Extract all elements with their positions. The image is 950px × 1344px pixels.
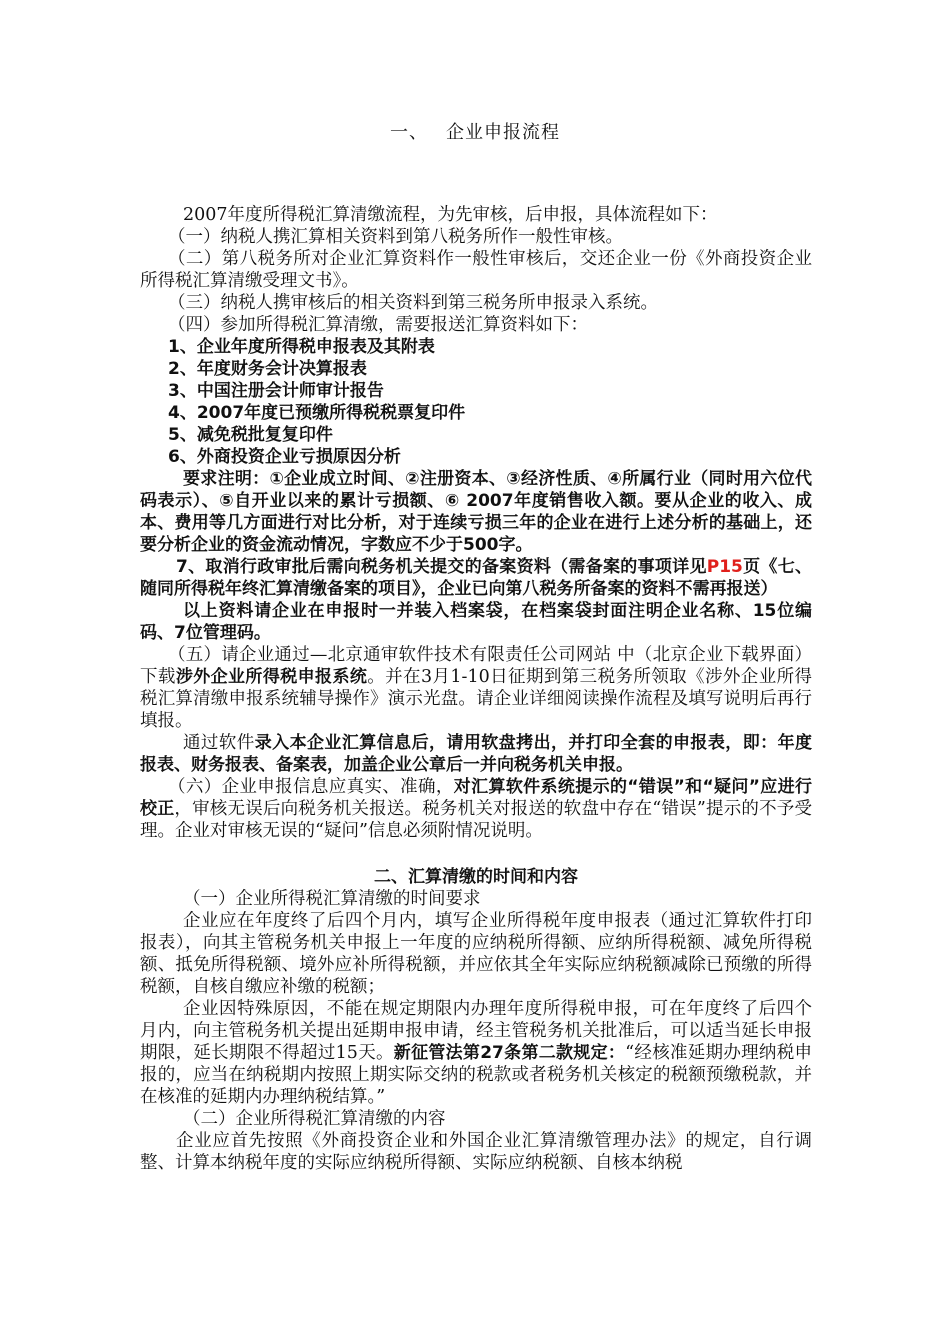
- step-2: （二）第八税务所对企业汇算资料作一般性审核后，交还企业一份《外商投资企业所得税汇算清缴受理文书》。: [140, 249, 812, 291]
- section-2-paragraph-2: [140, 998, 812, 1108]
- software-paragraph: [140, 732, 812, 776]
- para2-text-a: 企业因特殊原因，不能在规定期限内办理年度所得税申报，可在年度终了后四个月内，向主管税务机关提出延期申报申请，经主管税务机关批准后，可以适当延长申报期限，延长期限不得超过15天。: [140, 999, 812, 1063]
- software-name: 涉外企业所得税申报系统: [175, 667, 368, 687]
- section-2-paragraph-1: 企业应在年度终了后四个月内，填写企业所得税年度申报表（通过汇算软件打印报表），向其主管税务机关申报上一年度的应纳税所得额、应纳所得税额、减免所得税额、抵免所得税额、境外应补所得税额，并应依其全年实际应纳税额减除已预缴的所得税额，自核自缴应补缴的税额；: [140, 911, 812, 997]
- step-6-text-a: （六）企业申报信息应真实、准确，: [168, 777, 454, 797]
- step-5: [140, 644, 812, 732]
- item7-text-b: 页《七、随同所得税年终汇算清缴备案的项目》，企业已向第八税务所备案的资料不需再报送）: [140, 557, 813, 599]
- step-5-text-a: （五）请企业通过—北京通审软件技术有限责任公司网站 中（北京企业下载界面）下载: [140, 645, 812, 687]
- section-2-subtitle-1: （一）企业所得税汇算清缴的时间要求: [183, 889, 481, 909]
- step-4: （四）参加所得税汇算清缴，需要报送汇算资料如下：: [168, 315, 588, 335]
- step-3: （三）纳税人携审核后的相关资料到第三税务所申报录入系统。: [168, 293, 658, 313]
- spacer: [140, 842, 812, 854]
- para2-law-ref: 新征管法第27条第二款规定：: [393, 1043, 626, 1063]
- step-6-text-b: 对汇算软件系统提示的“错误”和“疑问”应进行校正: [140, 777, 812, 819]
- para2-text-c: “经核准延期办理纳税申报的，应当在纳税期内按照上期实际交纳的税款或者税务机关核定的税额预缴税款，并在核准的延期内办理纳税结算。”: [140, 1043, 812, 1107]
- document-body: [140, 204, 812, 1174]
- section-2-title: 二、汇算清缴的时间和内容: [374, 867, 578, 887]
- section-2-subtitle-2: （二）企业所得税汇算清缴的内容: [183, 1109, 446, 1129]
- requirement-note: 要求注明：①企业成立时间、②注册资本、③经济性质、④所属行业（同时用六位代码表示）、⑤自开业以来的累计亏损额、⑥ 2007年度销售收入额。要从企业的收入、成本、费用等几方面进行对比分析，对于连续亏损三年的企业在进行上述分析的基础上，还要分析企业的资金流动情况，字数应不少于500字。: [140, 469, 812, 555]
- section-1-title-text: 企业申报流程: [446, 122, 560, 143]
- list-item: 3、中国注册会计师审计报告: [168, 381, 384, 401]
- section-1-number: 一、: [390, 122, 428, 143]
- software-text-b: 录入本企业汇算信息后，请用软盘拷出，并打印全套的申报表，即：年度报表、财务报表、备案表，加盖企业公章后一并向税务机关申报。: [140, 733, 813, 775]
- intro-paragraph: 2007年度所得税汇算清缴流程，为先审核，后申报，具体流程如下：: [183, 205, 718, 225]
- list-item: 2、年度财务会计决算报表: [168, 359, 367, 379]
- item7-text-a: 7、取消行政审批后需向税务机关提交的备案资料（需备案的事项详见: [176, 557, 707, 577]
- list-item: 1、企业年度所得税申报表及其附表: [168, 337, 435, 357]
- list-item: 5、减免税批复复印件: [168, 425, 333, 445]
- step-6-text-c: ，审核无误后向税务机关报送。税务机关对报送的软盘中存在“错误”提示的不予受理。企业对审核无误的“疑问”信息必须附情况说明。: [140, 799, 813, 841]
- list-item: 6、外商投资企业亏损原因分析: [168, 447, 401, 467]
- step-5-text-c: 。并在3月1-10日征期到第三税务所领取《涉外企业所得税汇算清缴申报系统辅导操作》演示光盘。请企业详细阅读操作流程及填写说明后再行填报。: [140, 667, 813, 731]
- section-1-title: [0, 118, 950, 144]
- archive-bag-note: 以上资料请企业在申报时一并装入档案袋，在档案袋封面注明企业名称、15位编码、7位管理码。: [140, 601, 812, 643]
- software-text-a: 通过软件: [183, 733, 255, 753]
- step-1: （一）纳税人携汇算相关资料到第八税务所作一般性审核。: [168, 227, 623, 247]
- section-2-paragraph-3: 企业应首先按照《外商投资企业和外国企业汇算清缴管理办法》的规定，自行调整、计算本纳税年度的实际应纳税所得额、实际应纳税额、自核本纳税: [140, 1131, 812, 1173]
- list-item-7: [140, 556, 812, 600]
- list-item: 4、2007年度已预缴所得税税票复印件: [168, 403, 466, 423]
- step-6: [140, 776, 812, 842]
- page-reference-link[interactable]: P15: [706, 557, 743, 577]
